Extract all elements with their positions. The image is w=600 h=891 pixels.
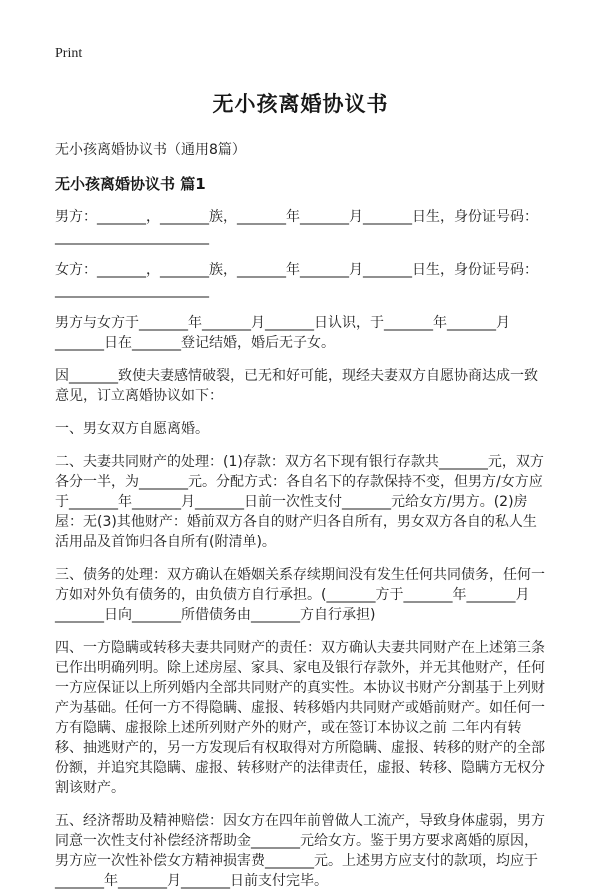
- paragraph-clause-1-voluntary-divorce: 一、男女双方自愿离婚。: [55, 421, 209, 437]
- paragraph-clause-3-debts: 三、债务的处理：双方确认在婚姻关系存续期间没有发生任何共同债务，任何一方如对外负有债务的，由负债方自行承担。(_______方于_______年_______月_______日向_______所借债务由_______方自行承担): [55, 567, 545, 623]
- paragraph-husband-info: 男方：_______，_______族，_______年_______月_______日生，身份证号码：______________________: [55, 209, 538, 245]
- document-title: 无小孩离婚协议书: [212, 92, 389, 116]
- paragraph-clause-4-concealment-liability: 四、一方隐瞒或转移夫妻共同财产的责任：双方确认夫妻共同财产在上述第三条已作出明确列明。除上述房屋、家具、家电及银行存款外，并无其他财产，任何一方应保证以上所列婚内全部共同财产的真实性。本协议书财产分割基于上列财产为基础。任何一方不得隐瞒、虚报、转移婚内共同财产或婚前财产。如任何一方有隐瞒、虚报除上述所列财产外的财产，或在签订本协议之前 二年内有转移、抽逃财产的，另一方发现后有权取得对方所隐瞒、虚报、转移的财产的全部份额，并追究其隐瞒、虚报、转移财产的法律责任，虚报、转移、隐瞒方无权分割该财产。: [55, 640, 545, 796]
- paragraph-divorce-reason: 因_______致使夫妻感情破裂，已无和好可能，现经夫妻双方自愿协商达成一致意见，订立离婚协议如下：: [55, 368, 538, 404]
- paragraph-clause-2-property-division: 二、夫妻共同财产的处理：(1)存款：双方名下现有银行存款共_______元，双方各分一半，为_______元。分配方式：各自名下的存款保持不变，但男方/女方应于_______年_______月_______日前一次性支付_______元给女方/男方。(2)房屋：无(3)其他财产：婚前双方各自的财产归各自所有，男女双方各自的私人生活用品及首饰归各自所有(附清单)。: [55, 454, 544, 550]
- document-subtitle: 无小孩离婚协议书（通用8篇）: [55, 142, 246, 158]
- paragraph-wife-info: 女方：_______，_______族，_______年_______月_______日生，身份证号码：______________________: [55, 262, 538, 298]
- section-heading-part1: 无小孩离婚协议书 篇1: [55, 175, 206, 193]
- print-button[interactable]: Print: [55, 46, 83, 61]
- paragraph-clause-5-financial-aid-compensation: 五、经济帮助及精神赔偿：因女方在四年前曾做人工流产，导致身体虚弱，男方同意一次性支付补偿经济帮助金_______元给女方。鉴于男方要求离婚的原因，男方应一次性补偿女方精神损害费_______元。上述男方应支付的款项，均应于_______年_______月_______日前支付完毕。: [55, 813, 545, 889]
- paragraph-marriage-history: 男方与女方于_______年_______月_______日认识，于_______年_______月_______日在_______登记结婚，婚后无子女。: [55, 315, 510, 351]
